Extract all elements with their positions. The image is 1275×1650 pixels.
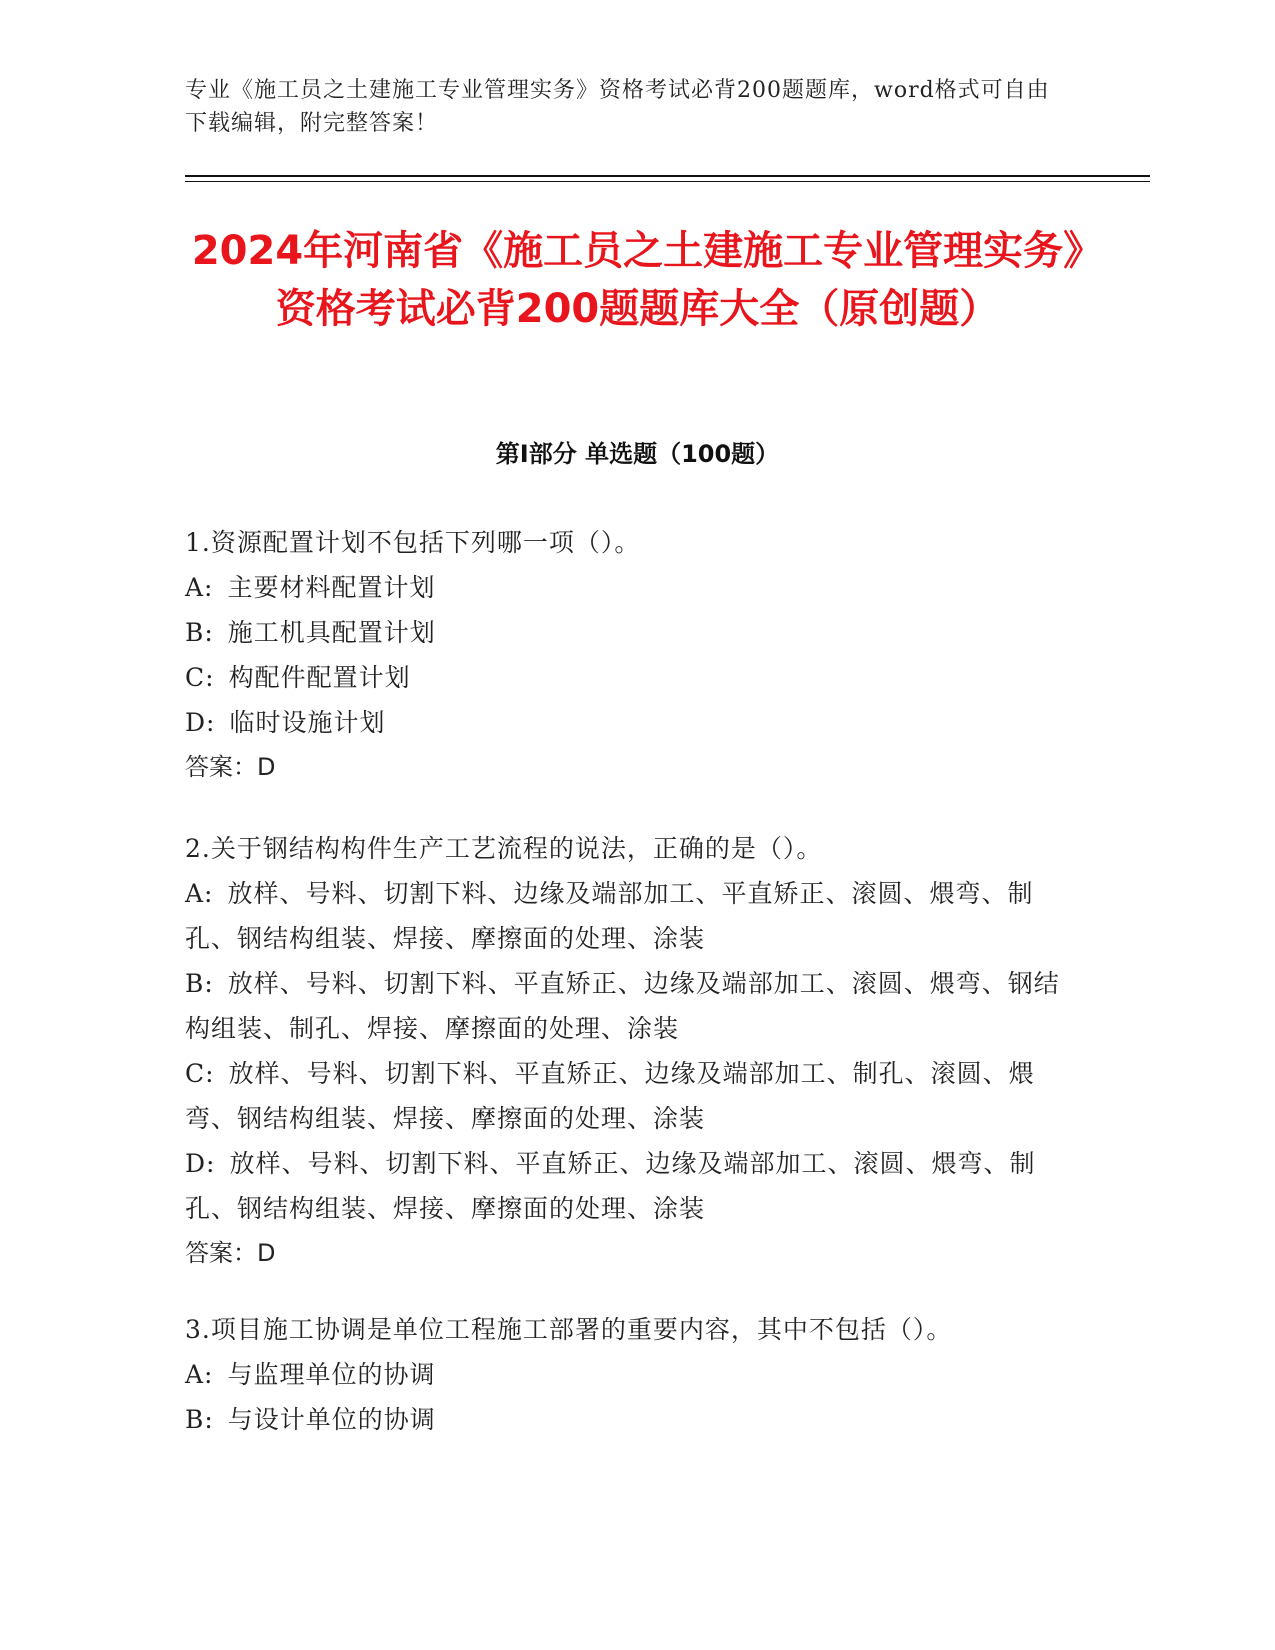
- question-1: [185, 520, 1085, 790]
- section-title: 第I部分 单选题（100题）: [495, 440, 780, 468]
- option-text: 放样、号料、切割下料、平直矫正、边缘及端部加工、制孔、滚圆、煨弯、钢结构组装、焊接、摩擦面的处理、涂装: [185, 1059, 1035, 1133]
- header-note: 专业《施工员之土建施工专业管理实务》资格考试必背200题题库，word格式可自由下载编辑，附完整答案！: [185, 78, 1050, 136]
- option-label: D:: [185, 708, 216, 737]
- option-label: B:: [185, 969, 214, 998]
- question-stem: 3.项目施工协调是单位工程施工部署的重要内容，其中不包括（）。: [185, 1315, 953, 1344]
- option-label: B:: [185, 1405, 214, 1434]
- header-divider-thin: [185, 181, 1150, 182]
- option-a: [185, 1352, 1085, 1397]
- option-label: C:: [185, 1059, 215, 1088]
- option-b: [185, 961, 1085, 1051]
- option-label: C:: [185, 663, 215, 692]
- option-text: 放样、号料、切割下料、平直矫正、边缘及端部加工、滚圆、煨弯、钢结构组装、制孔、焊接、摩擦面的处理、涂装: [185, 969, 1060, 1043]
- option-label: A:: [185, 879, 214, 908]
- option-text: 主要材料配置计划: [227, 573, 436, 602]
- option-a: [185, 565, 1085, 610]
- option-d: [185, 700, 1085, 745]
- option-c: [185, 1051, 1085, 1141]
- option-label: B:: [185, 618, 214, 647]
- option-text: 与监理单位的协调: [227, 1360, 436, 1389]
- option-c: [185, 655, 1085, 700]
- option-text: 放样、号料、切割下料、平直矫正、边缘及端部加工、滚圆、煨弯、制孔、钢结构组装、焊接、摩擦面的处理、涂装: [185, 1149, 1036, 1223]
- answer: 答案：D: [185, 1239, 276, 1267]
- option-a: [185, 871, 1085, 961]
- option-text: 放样、号料、切割下料、边缘及端部加工、平直矫正、滚圆、煨弯、制孔、钢结构组装、焊接、摩擦面的处理、涂装: [185, 879, 1034, 953]
- option-b: [185, 1397, 1085, 1442]
- option-text: 临时设施计划: [229, 708, 386, 737]
- option-d: [185, 1141, 1085, 1231]
- question-stem: 1.资源配置计划不包括下列哪一项（）。: [185, 528, 641, 557]
- option-b: [185, 610, 1085, 655]
- option-label: A:: [185, 1360, 214, 1389]
- option-label: D:: [185, 1149, 216, 1178]
- option-text: 施工机具配置计划: [227, 618, 436, 647]
- option-text: 构配件配置计划: [228, 663, 411, 692]
- option-label: A:: [185, 573, 214, 602]
- option-text: 与设计单位的协调: [227, 1405, 436, 1434]
- question-2: [185, 826, 1085, 1276]
- question-3: [185, 1307, 1085, 1442]
- header-divider-thick: [185, 175, 1150, 177]
- document-title: 2024年河南省《施工员之土建施工专业管理实务》资格考试必背200题题库大全（原创题）: [191, 228, 1084, 332]
- question-stem: 2.关于钢结构构件生产工艺流程的说法，正确的是（）。: [185, 834, 823, 863]
- answer: 答案：D: [185, 753, 276, 781]
